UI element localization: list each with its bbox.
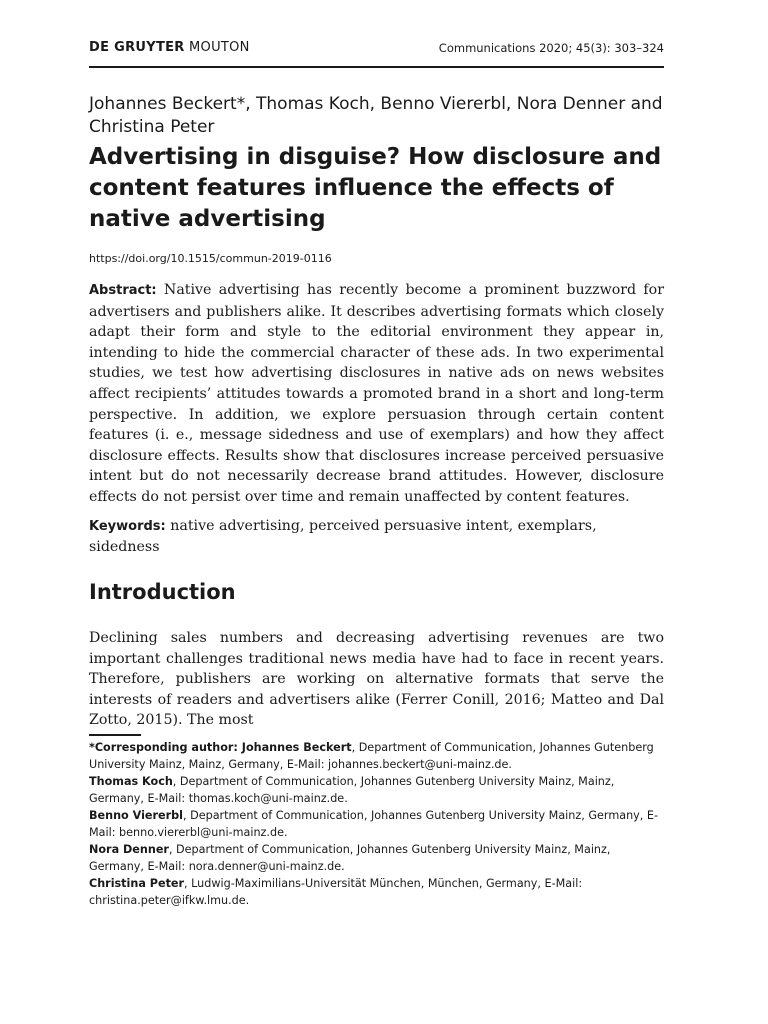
footnote-affiliation: , Department of Communication, Johannes Gutenberg University Mainz, Mainz, Germany, E-Mail: johannes.beckert@uni-mainz.de. bbox=[89, 741, 654, 771]
footnote-entry bbox=[89, 739, 664, 773]
running-header bbox=[89, 40, 664, 60]
abstract-text: Native advertising has recently become a prominent buzzword for advertisers and publishers alike. It describes advertising formats which closely adapt their form and style to the editorial environment they appear in, intending to hide the commercial character of these ads. In two experimental studies, we test how advertising disclosures in native ads on news websites affect recipients’ attitudes towards a promoted brand in a short and long-term perspective. In addition, we explore persuasion through certain content features (i. e., message sidedness and use of exemplars) and how they affect disclosure effects. Results show that disclosures increase perceived persuasive intent but do not necessarily decrease brand attitudes. However, disclosure effects do not persist over time and remain unaffected by content features. bbox=[89, 282, 664, 505]
publisher-logo bbox=[89, 40, 250, 55]
keywords-label: Keywords: bbox=[89, 519, 166, 534]
footnote-author: *Corresponding author: Johannes Beckert bbox=[89, 741, 352, 754]
abstract bbox=[89, 280, 664, 508]
footnote-affiliation: , Department of Communication, Johannes Gutenberg University Mainz, Mainz, Germany, E-Mail: thomas.koch@uni-mainz.de. bbox=[89, 775, 615, 805]
footnotes bbox=[89, 739, 664, 909]
footnote-author: Nora Denner bbox=[89, 843, 169, 856]
footnote-entry bbox=[89, 807, 664, 841]
footnote-affiliation: , Ludwig-Maximilians-Universität München, München, Germany, E-Mail: christina.peter@ifkw.lmu.de. bbox=[89, 877, 583, 907]
author-list: Johannes Beckert*, Thomas Koch, Benno Viererbl, Nora Denner and Christina Peter bbox=[89, 94, 663, 137]
footnote-affiliation: , Department of Communication, Johannes Gutenberg University Mainz, Germany, E-Mail: benno.viererbl@uni-mainz.de. bbox=[89, 809, 659, 839]
journal-citation: Communications 2020; 45(3): 303–324 bbox=[438, 41, 664, 55]
publisher-name-bold: DE GRUYTER bbox=[89, 40, 185, 55]
footnote-rule bbox=[89, 734, 141, 736]
paper-title: Advertising in disguise? How disclosure and content features influence the effects of native advertising bbox=[89, 144, 662, 232]
intro-paragraph: Declining sales numbers and decreasing advertising revenues are two important challenges traditional news media have had to face in recent years. Therefore, publishers are working on alternative formats that serve the interests of readers and advertisers alike (Ferrer Conill, 2016; Matteo and Dal Zotto, 2015). The most bbox=[89, 630, 664, 729]
abstract-label: Abstract: bbox=[89, 283, 157, 298]
footnote-entry bbox=[89, 841, 664, 875]
section-heading: Introduction bbox=[89, 580, 236, 604]
footnote-author: Benno Viererbl bbox=[89, 809, 183, 822]
keywords-text: native advertising, perceived persuasive intent, exemplars, sidedness bbox=[89, 518, 597, 555]
header-rule bbox=[89, 66, 664, 68]
footnote-author: Thomas Koch bbox=[89, 775, 173, 788]
footnote-entry bbox=[89, 875, 664, 909]
keywords bbox=[89, 516, 664, 557]
doi-link[interactable]: https://doi.org/10.1515/commun-2019-0116 bbox=[89, 252, 332, 265]
publisher-name-light: MOUTON bbox=[184, 40, 250, 55]
footnote-affiliation: , Department of Communication, Johannes Gutenberg University Mainz, Mainz, Germany, E-Mail: nora.denner@uni-mainz.de. bbox=[89, 843, 611, 873]
footnote-author: Christina Peter bbox=[89, 877, 185, 890]
footnote-entry bbox=[89, 773, 664, 807]
